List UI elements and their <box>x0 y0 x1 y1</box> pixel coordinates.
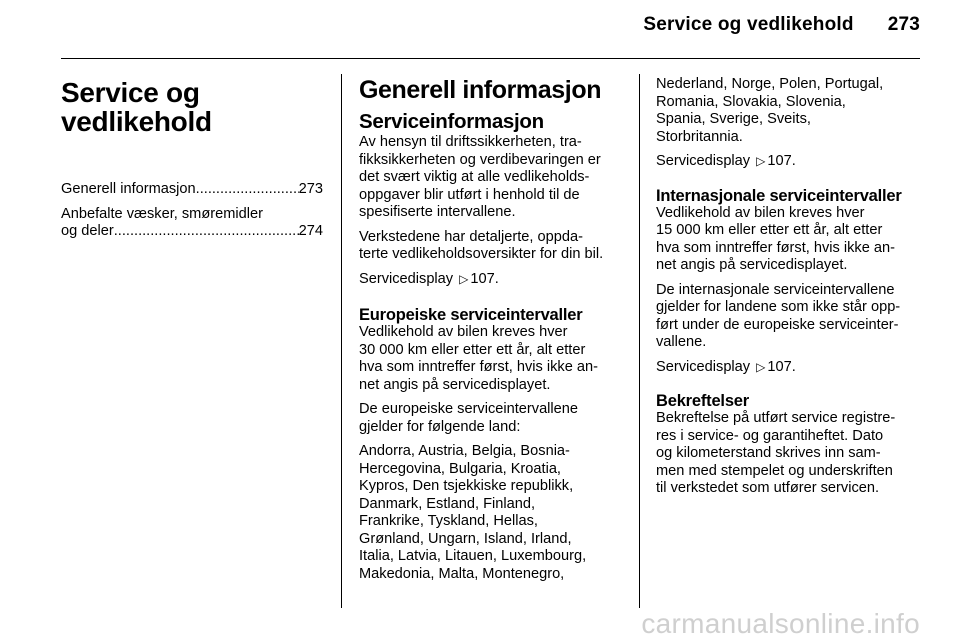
toc-page: 274 <box>298 223 323 239</box>
table-of-contents <box>61 181 323 241</box>
paragraph-international-interval: Vedlikehold av bilen kreves hver 15 000 km eller etter ett år, alt etter hva som inntreffer først, hvis ikke an- net angis på servicedisplayet. <box>656 204 895 273</box>
column-general-info <box>359 76 623 583</box>
paragraph-confirmations: Bekreftelse på utført service registre- res i service- og garantiheftet. Dato og kilometerstand skrives inn sam- men med stempelet og underskriften til verkstedet som utfører servicen. <box>656 410 896 496</box>
reference-arrow-icon: ▷ <box>756 154 766 168</box>
column-divider <box>639 74 640 608</box>
paragraph-european-applies: De europeiske serviceintervallene gjelder for følgende land: <box>359 401 579 435</box>
cross-reference[interactable]: Servicedisplay ▷ 107. <box>656 153 796 169</box>
reference-arrow-icon: ▷ <box>459 271 469 286</box>
confirmations-heading: Bekreftelser <box>656 392 749 410</box>
international-intervals-heading: Internasjonale serviceintervaller <box>656 186 902 205</box>
toc-leader-dots <box>196 181 299 199</box>
paragraph-service-info: Av hensyn til driftssikkerheten, tra- fikksikkerheten og verdibevaringen er det svært viktig at alle vedlikeholds- oppgaver blir utført i henhold til de spesifiserte intervallene. <box>359 134 601 220</box>
paragraph-workshops: Verkstedene har detaljerte, oppda- terte vedlikeholdsoversikter for din bil. <box>359 228 604 262</box>
section-heading: Generell informasjon <box>359 76 602 104</box>
reference-arrow-icon: ▷ <box>756 359 766 374</box>
cross-reference[interactable]: Servicedisplay ▷ 107. <box>656 358 796 375</box>
watermark: carmanualsonline.info <box>641 608 920 639</box>
cross-reference[interactable]: Servicedisplay ▷ 107. <box>359 270 499 287</box>
toc-page: 273 <box>298 181 323 197</box>
column-chapter <box>61 76 323 248</box>
column-continued <box>656 76 920 505</box>
page-number: 273 <box>887 14 920 35</box>
paragraph-international-applies: De internasjonale serviceintervallene gjelder for landene som ikke står opp- ført under de europeiske serviceinter- vallene. <box>656 281 901 350</box>
toc-entry-recommended-fluids[interactable]: Anbefalte væsker, smøremidler og deler ..... 274 <box>61 206 323 241</box>
running-header <box>643 14 920 36</box>
chapter-title: Service og vedlikehold <box>61 77 212 137</box>
toc-leader-dots <box>114 223 299 241</box>
paragraph-european-interval: Vedlikehold av bilen kreves hver 30 000 km eller etter ett år, alt etter hva som inntreffer først, hvis ikke an- net angis på servicedisplayet. <box>359 324 598 393</box>
paragraph-country-list-continued: Nederland, Norge, Polen, Portugal, Romania, Slovakia, Slovenia, Spania, Sverige, Sveits, Storbritannia. <box>656 76 884 145</box>
european-intervals-heading: Europeiske serviceintervaller <box>359 306 583 324</box>
section-title: Service og vedlikehold <box>643 14 854 35</box>
column-divider <box>341 74 342 608</box>
header-rule <box>61 58 920 59</box>
paragraph-country-list: Andorra, Austria, Belgia, Bosnia- Hercegovina, Bulgaria, Kroatia, Kypros, Den tsjekkiske republikk, Danmark, Estland, Finland, Frankrike, Tyskland, Hellas, Grønland, Ungarn, Island, Irland, Italia, Latvia, Litauen, Luxembourg, Makedonia, Malta, Montenegro, <box>359 443 587 582</box>
subsection-heading: Serviceinformasjon <box>359 110 544 133</box>
toc-entry-general-info[interactable]: Generell informasjon ..... 273 <box>61 181 323 199</box>
